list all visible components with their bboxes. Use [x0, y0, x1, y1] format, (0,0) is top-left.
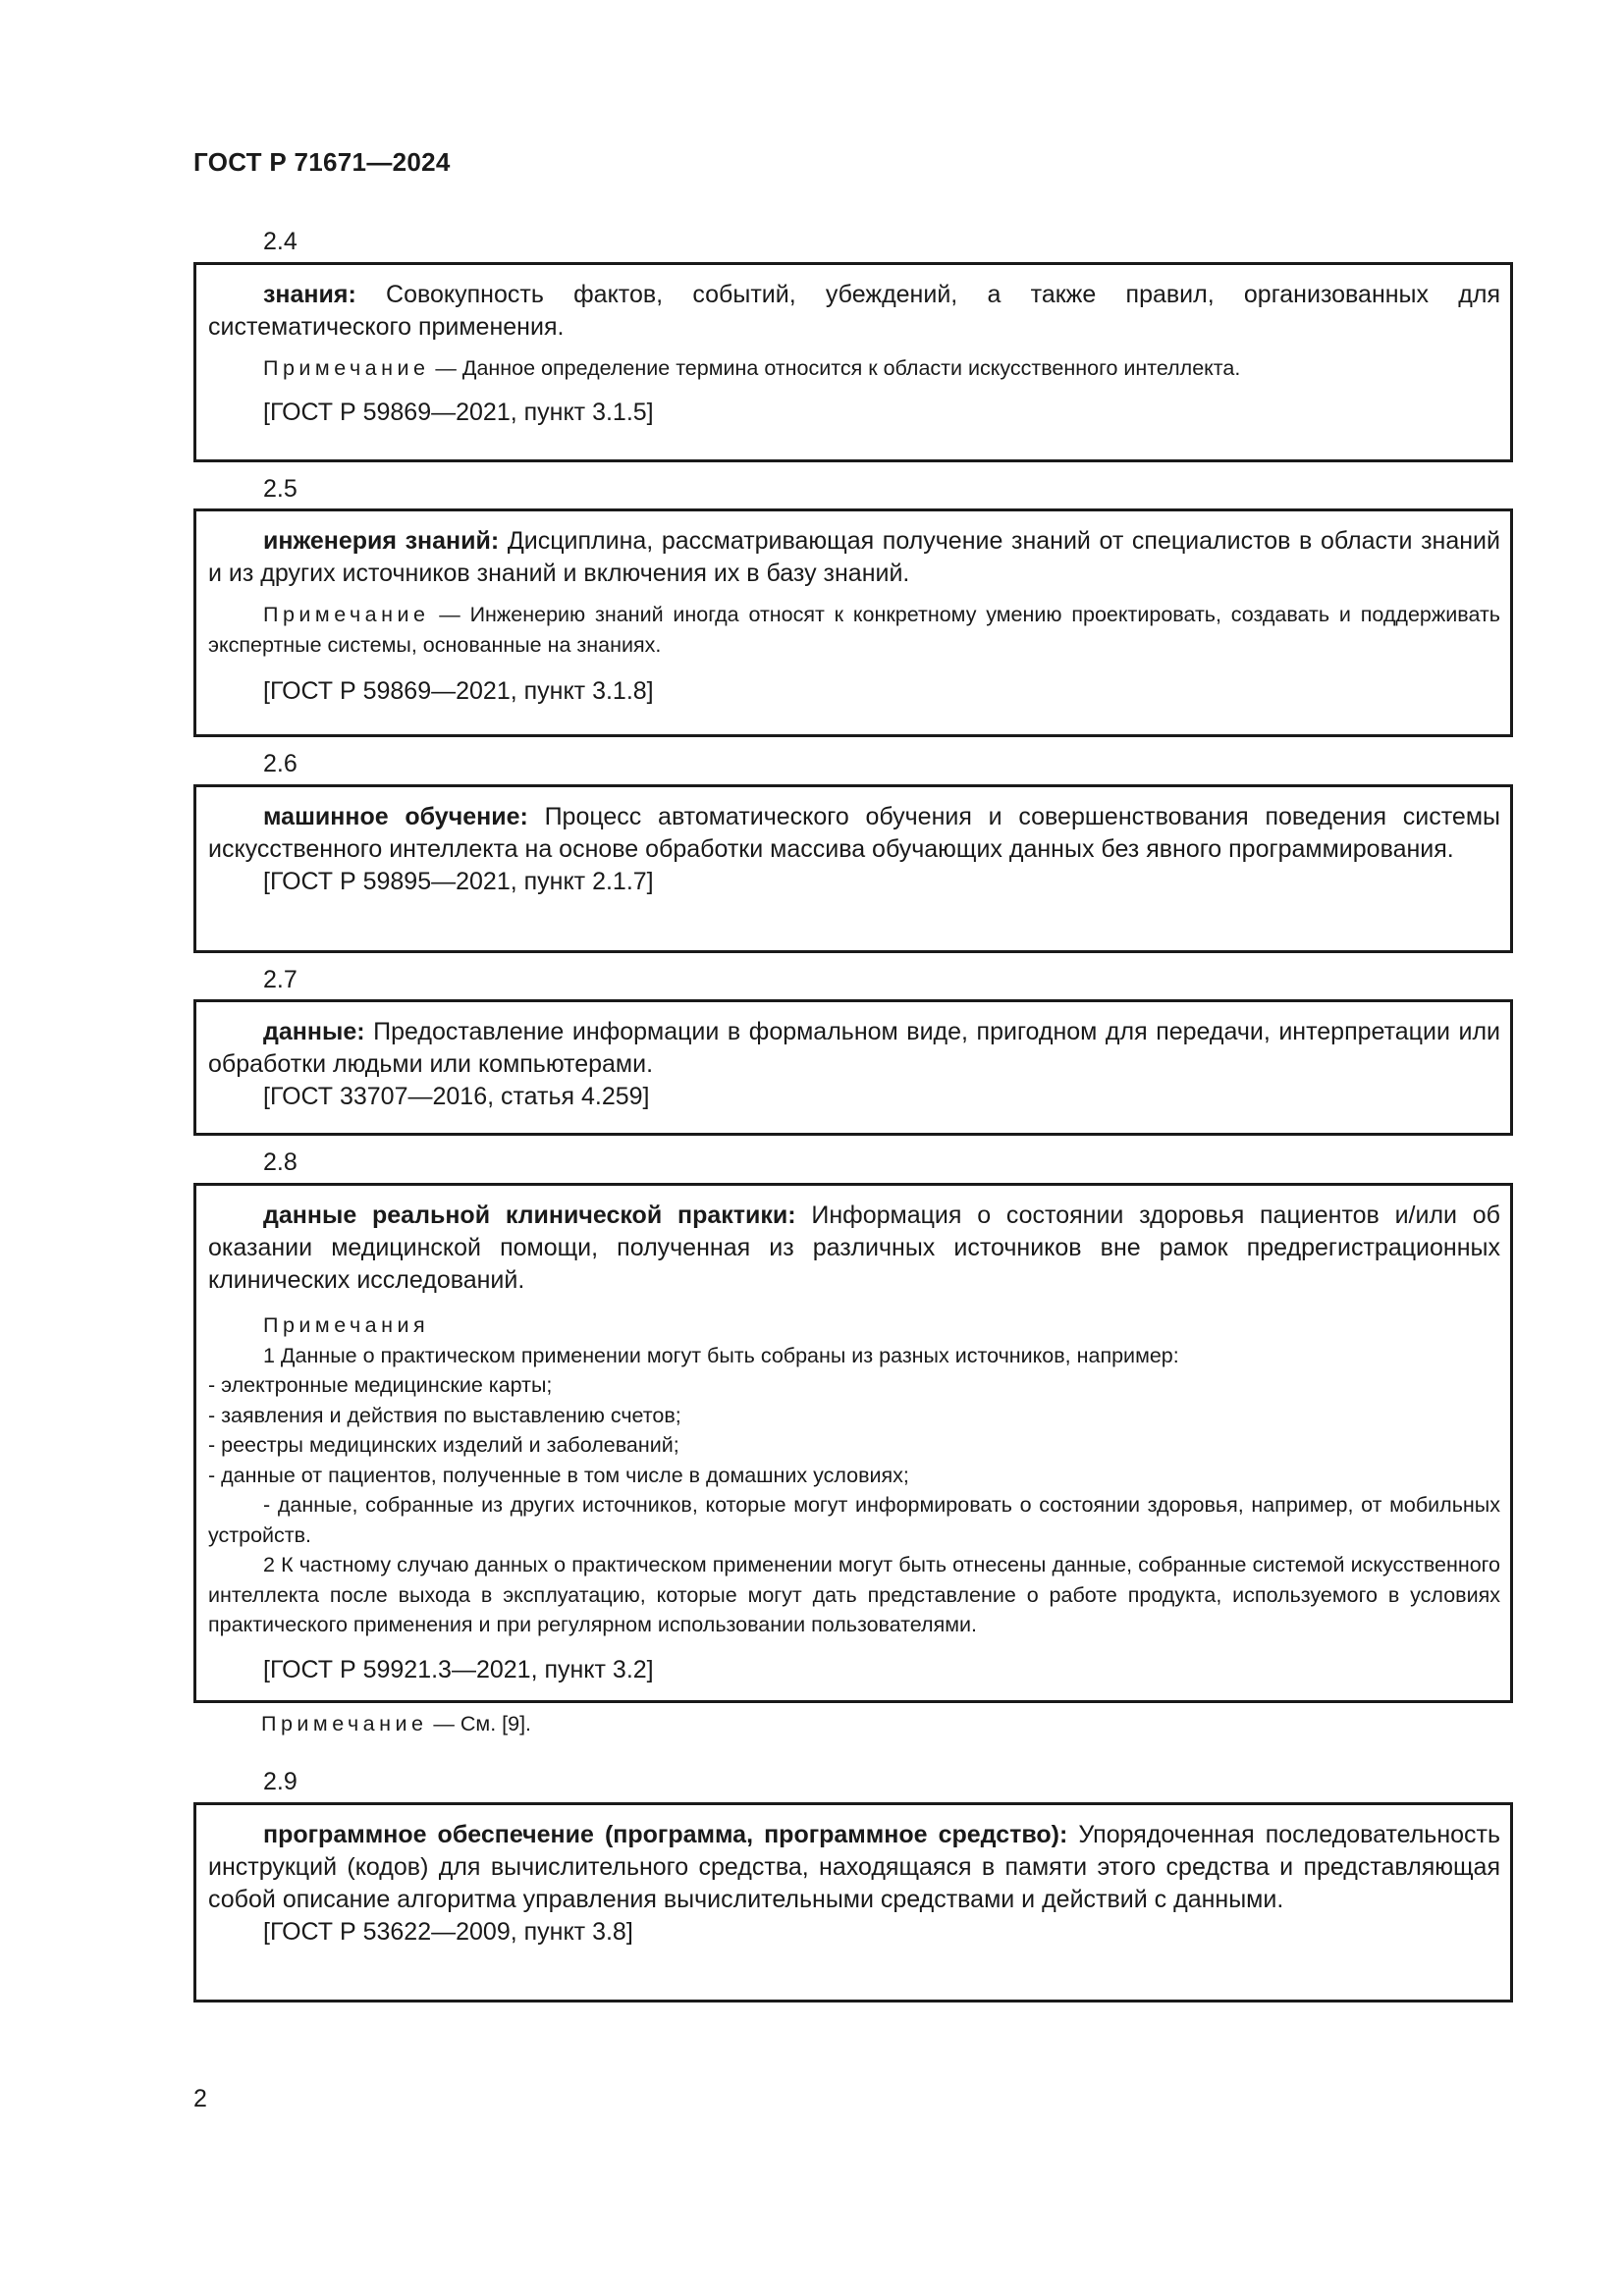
term-definition: [208, 1016, 1500, 1081]
term-definition: [208, 801, 1500, 866]
term-note: [208, 600, 1500, 661]
term-note: [208, 353, 1500, 384]
term-name: знания:: [263, 281, 356, 308]
term-number: 2.5: [263, 475, 298, 503]
term-box: [193, 262, 1513, 462]
term-definition: [208, 525, 1500, 590]
term-box: [193, 999, 1513, 1136]
note-item: - заявления и действия по выставлению счетов;: [208, 1403, 681, 1427]
term-definition: [208, 1819, 1500, 1916]
term-box: [193, 508, 1513, 737]
note-item: 1 Данные о практическом применении могут быть собраны из разных источников, например:: [263, 1343, 1179, 1367]
note-item: - электронные медицинские карты;: [208, 1373, 553, 1397]
term-name: инженерия знаний:: [263, 527, 500, 555]
definition-text: Предоставление информации в формальном виде, пригодном для передачи, интерпретации или обработки людьми или компьютерами.: [208, 1018, 1500, 1078]
term-box: [193, 1183, 1513, 1703]
term-number: 2.9: [263, 1768, 298, 1795]
term-number: 2.8: [263, 1148, 298, 1176]
term-outside-note: [261, 1712, 531, 1736]
note-label: Примечание: [263, 603, 430, 626]
definition-text: Процесс автоматического обучения и совершенствования поведения системы искусственного интеллекта на основе обработки массива обучающих данных без явного программирования.: [208, 803, 1500, 863]
note-item: - данные от пациентов, полученные в том числе в домашних условиях;: [208, 1463, 909, 1487]
definition-text: Совокупность фактов, событий, убеждений, а также правил, организованных для систематического применения.: [208, 281, 1500, 341]
term-name: данные реальной клинической практики:: [263, 1201, 796, 1229]
note-item: - данные, собранные из других источников, которые могут информировать о состоянии здоровья, например, от мобильных устройств.: [208, 1493, 1500, 1547]
term-source-reference: [ГОСТ Р 59895—2021, пункт 2.1.7]: [263, 868, 654, 895]
note-item: 2 К частному случаю данных о практическом применении могут быть отнесены данные, собранные системой искусственного интеллекта после выхода в эксплуатацию, которые могут дать представление о работе продукта, используемого в условиях практического применения и при регулярном использовании пользователями.: [208, 1553, 1500, 1636]
note-label: Примечание: [261, 1712, 428, 1735]
document-header: ГОСТ Р 71671—2024: [193, 147, 451, 177]
definition-text: Упорядоченная последовательность инструкций (кодов) для вычислительного средства, находящаяся в памяти этого средства и представляющая собой описание алгоритма управления вычислительными средствами и действий с данными.: [208, 1821, 1500, 1913]
term-box: [193, 784, 1513, 953]
term-number: 2.7: [263, 966, 298, 993]
term-number: 2.6: [263, 750, 298, 777]
note-text: — Данное определение термина относится к области искусственного интеллекта.: [429, 356, 1241, 380]
definition-text: Дисциплина, рассматривающая получение знаний от специалистов в области знаний и из других источников знаний и включения их в базу знаний.: [208, 527, 1500, 587]
note-item: - реестры медицинских изделий и заболеваний;: [208, 1433, 679, 1457]
term-definition: [208, 1200, 1500, 1297]
term-source-reference: [ГОСТ 33707—2016, статья 4.259]: [263, 1083, 650, 1110]
notes-heading: Примечания: [263, 1313, 430, 1337]
term-number: 2.4: [263, 228, 298, 255]
term-box: [193, 1802, 1513, 2002]
note-text: — Инженерию знаний иногда относят к конкретному умению проектировать, создавать и поддерживать экспертные системы, основанные на знаниях.: [208, 603, 1500, 657]
term-source-reference: [ГОСТ Р 53622—2009, пункт 3.8]: [263, 1918, 633, 1946]
term-name: данные:: [263, 1018, 365, 1045]
term-source-reference: [ГОСТ Р 59869—2021, пункт 3.1.8]: [263, 677, 654, 705]
term-name: программное обеспечение (программа, программное средство):: [263, 1821, 1068, 1848]
definition-text: Информация о состоянии здоровья пациентов и/или об оказании медицинской помощи, полученная из различных источников вне рамок предрегистрационных клинических исследований.: [208, 1201, 1500, 1294]
term-name: машинное обучение:: [263, 803, 528, 830]
term-definition: [208, 279, 1500, 344]
term-source-reference: [ГОСТ Р 59921.3—2021, пункт 3.2]: [263, 1655, 654, 1683]
term-source-reference: [ГОСТ Р 59869—2021, пункт 3.1.5]: [263, 399, 654, 426]
note-text: — См. [9].: [427, 1712, 532, 1735]
note-label: Примечание: [263, 356, 430, 380]
page-number: 2: [193, 2085, 207, 2112]
